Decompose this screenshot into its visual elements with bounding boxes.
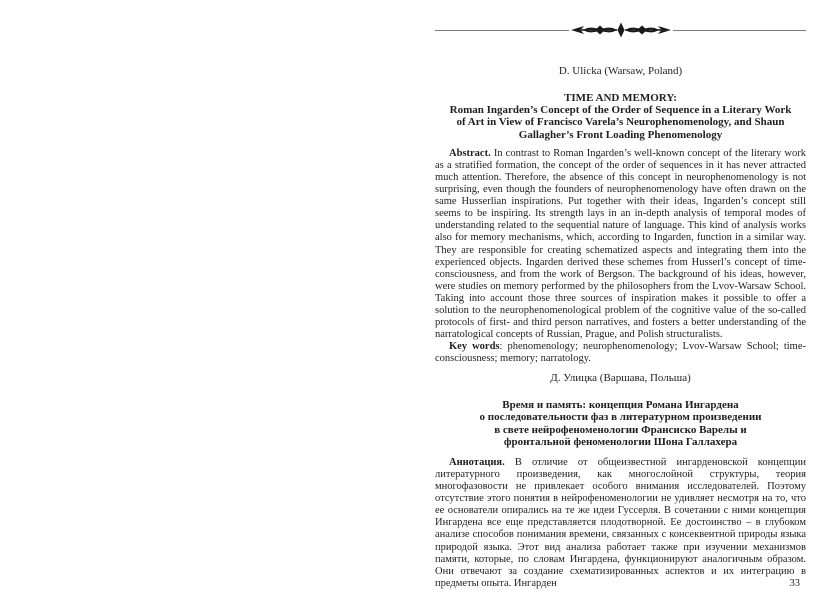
author-en: D. Ulicka (Warsaw, Poland) (558, 65, 683, 77)
keywords-en (435, 341, 806, 365)
title-ru-line-2: о последовательности фаз в литературном произведении (479, 411, 762, 424)
title-ru-line-3: в свете нейрофеноменологии Франсиско Варелы и (494, 423, 747, 436)
keywords-en-label: Key words (449, 341, 500, 353)
text-column (435, 0, 806, 609)
header-ornament (435, 22, 806, 38)
abstract-en (435, 148, 806, 342)
abstract-ru-text: В отличие от общеизвестной ингарденовской концепции литературного произведения, как многослойной структуры, теория многофазовости не привлекает особого внимания исследователей. Поэтому отсутствие этого понятия в нейрофеноменологии не удивляет несмотря на то, что ее основатели опирались на те же идеи Гуссерля. В сочетании с ними концепция Ингардена все еще представляется плодотворной. Ее достоинство – в глубоком анализе способов понимания времени, связанных с консеквентной природы языка природой языка. Этот вид анализа работает также при изучении механизмов памяти, которые, по словам Ингардена, функционируют аналогичным образом. Они отвечают за создание схематизированных аспектов и их интеграцию в предметы опыта. Ингарден (435, 456, 806, 589)
author-ru: Д. Улицка (Варшава, Польша) (550, 371, 691, 384)
title-en-line-3: of Art in View of Francisco Varela’s Neurophenomenology, and Shaun (456, 116, 785, 129)
title-ru-line-1: Время и память: концепция Романа Ингардена (502, 398, 739, 411)
abstract-ru-label: Аннотация. (449, 456, 505, 468)
title-ru (435, 399, 806, 449)
title-ru-line-4: фронтальной феноменологии Шона Галлахера (503, 436, 738, 449)
title-en-line-4: Gallagher’s Front Loading Phenomenology (518, 128, 723, 141)
ornament-rule-right (673, 30, 807, 31)
fleuron-divider-icon (569, 22, 673, 38)
page-number: 33 (789, 578, 800, 589)
abstract-en-text: In contrast to Roman Ingarden’s well-known concept of the literary work as a stratified formation, the concept of the order of sequences in it has never attracted much attention. Therefore, the absence of this concept in neurophenomenology is not surprising, even though the founders of neurophenomenology have often drawn on the same Husserlian inspirations. Put together with their ideas, Ingarden’s concept still seems to be inspiring. Its strength lays in an in-depth analysis of temporal modes of understanding related to the sequential nature of language. This kind of analysis works also for memory mechanisms, which, according to Ingarden, function in a similar way. They are responsible for creating schematized aspects and integrating them into the experienced objects. Ingarden derived these schemes from Husserl’s concept of time-consciousness, and from the work of Bergson. The background of his ideas, however, were studies on memory performed by the philosophers from the Lvov-Warsaw School. Taking into account those three sources of inspiration makes it possible to offer a solution to the neurophenomenological problem of the cognitive value of the so-called protocols of first- and third person narratives, and fosters a better understanding of the narratological concepts of Russian, Prague, and Polish structuralists. (435, 147, 806, 341)
title-en-line-2: Roman Ingarden’s Concept of the Order of Sequence in a Literary Work (449, 104, 792, 117)
title-en-line-1: TIME AND MEMORY: (564, 92, 677, 104)
ornament-rule-left (435, 30, 569, 31)
abstract-ru (435, 457, 806, 590)
title-en (435, 92, 806, 141)
abstract-en-label: Abstract. (449, 147, 491, 159)
keywords-en-text: : phenomenology; neurophenomenology; Lvov-Warsaw School; time-consciousness; memory; narratology. (435, 341, 806, 365)
